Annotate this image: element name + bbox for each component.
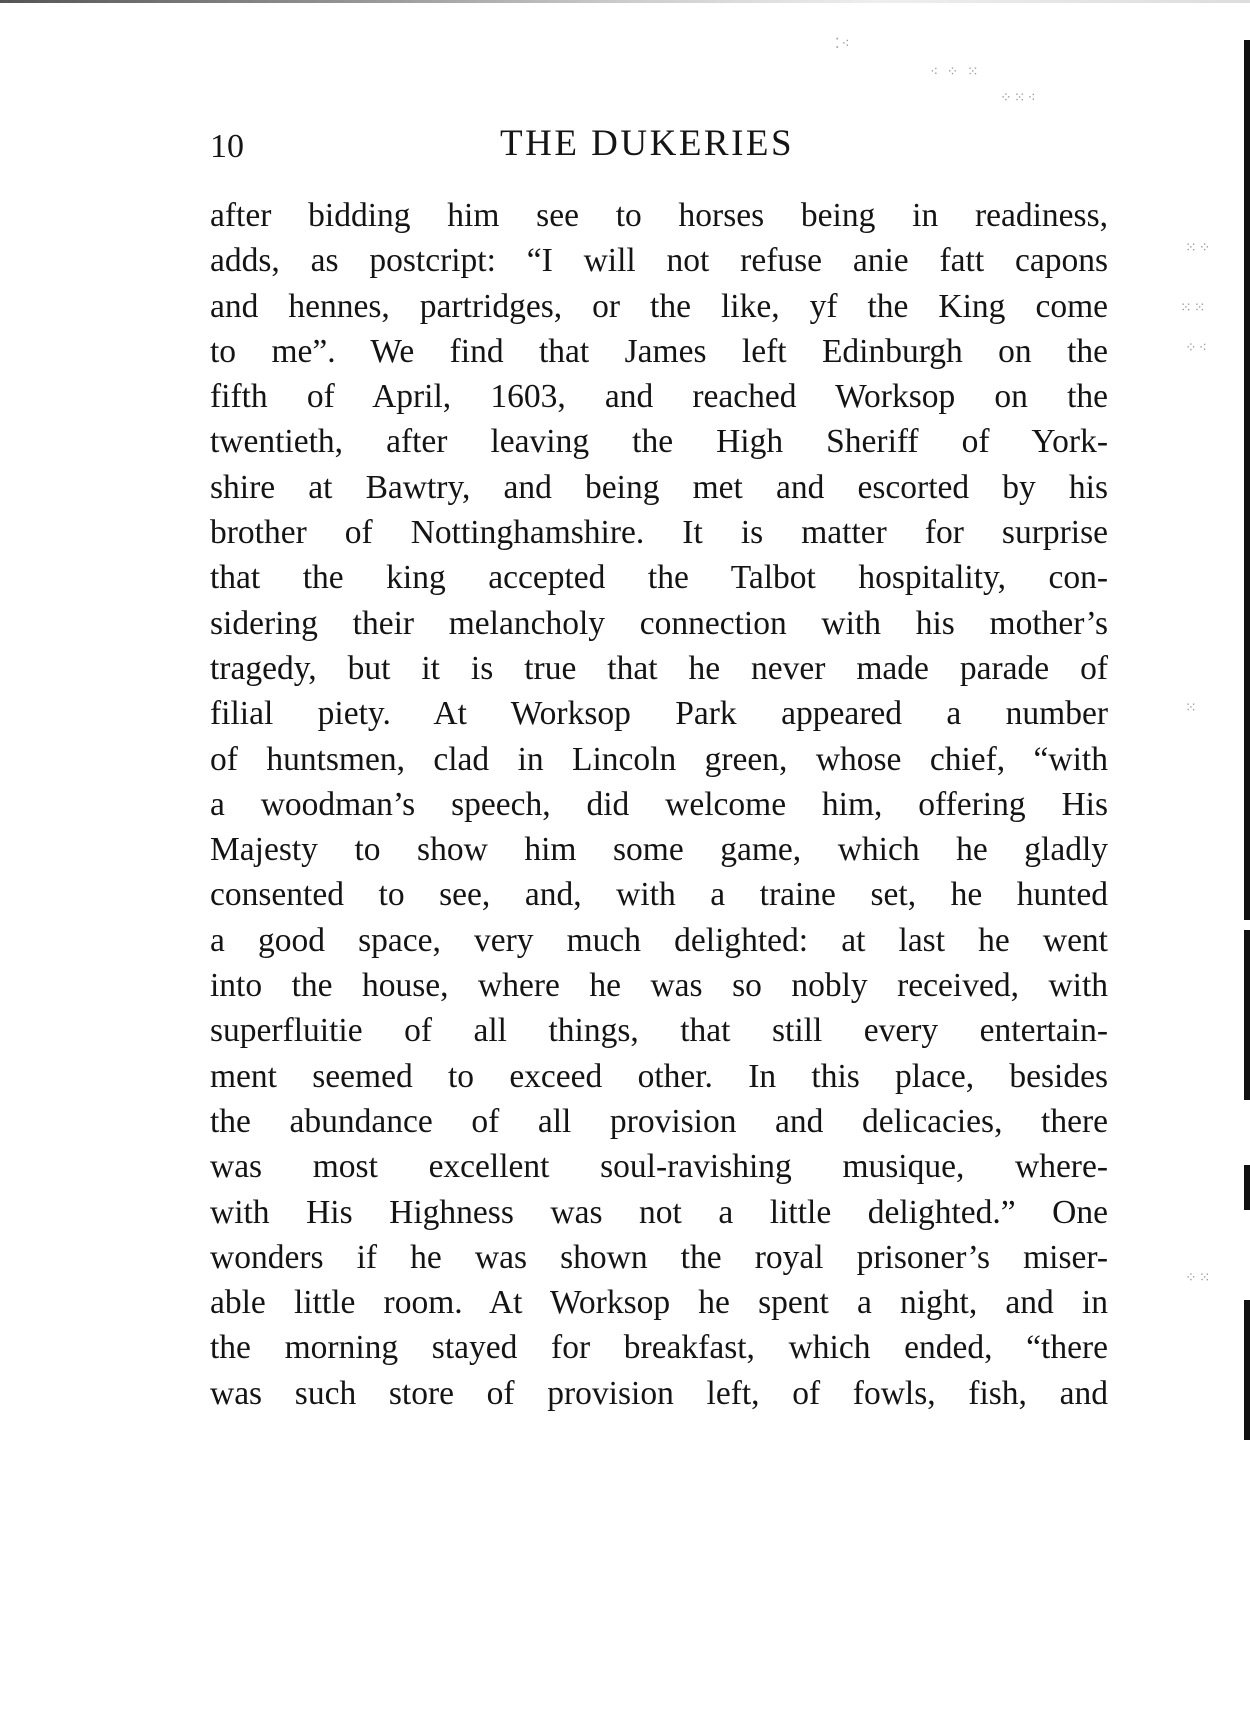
text-line: was such store of provision left, of fowls, fish, and bbox=[210, 1374, 1108, 1412]
text-line: wonders if he was shown the royal prisoner’s miser- bbox=[210, 1238, 1108, 1276]
text-line: a woodman’s speech, did welcome him, offering His bbox=[210, 785, 1108, 823]
text-line: fifth of April, 1603, and reached Worksop on the bbox=[210, 378, 1108, 416]
text-line: brother of Nottinghamshire. It is matter for surprise bbox=[210, 514, 1108, 552]
scan-noise: ⁘⁙⁖ bbox=[1000, 90, 1038, 106]
scan-right-edge bbox=[1244, 1165, 1250, 1210]
text-line: Majesty to show him some game, which he gladly bbox=[210, 831, 1108, 869]
scan-noise: ⁙⁙ bbox=[1180, 300, 1208, 316]
text-line: a good space, very much delighted: at last he went bbox=[210, 921, 1108, 959]
text-line: the abundance of all provision and delicacies, there bbox=[210, 1102, 1108, 1140]
body-text bbox=[210, 193, 1108, 1416]
text-line: of huntsmen, clad in Lincoln green, whose chief, “with bbox=[210, 740, 1108, 778]
text-line: that the king accepted the Talbot hospitality, con- bbox=[210, 559, 1108, 597]
text-line: shire at Bawtry, and being met and escorted by his bbox=[210, 468, 1108, 506]
text-line: the morning stayed for breakfast, which ended, “there bbox=[210, 1329, 1108, 1367]
text-line: sidering their melancholy connection with his mother’s bbox=[210, 604, 1108, 642]
text-line: ment seemed to exceed other. In this place, besides bbox=[210, 1057, 1108, 1095]
scan-noise: ⁘⁖ bbox=[1185, 340, 1209, 356]
scan-noise: ⁙ bbox=[1185, 700, 1199, 716]
scan-noise: ⁙⁘ bbox=[1185, 240, 1213, 256]
scan-noise: ⁖ ⁘ ⁙ bbox=[930, 64, 981, 80]
text-line: superfluitie of all things, that still every entertain- bbox=[210, 1012, 1108, 1050]
scan-right-edge bbox=[1244, 1300, 1250, 1440]
text-line: was most excellent soul-ravishing musique, where- bbox=[210, 1148, 1108, 1186]
text-line: with His Highness was not a little delighted.” One bbox=[210, 1193, 1108, 1231]
text-line: and hennes, partridges, or the like, yf the King come bbox=[210, 287, 1108, 325]
scan-noise: ⁚⁖ bbox=[835, 36, 852, 52]
scan-noise: ⁘⁙ bbox=[1185, 1270, 1213, 1286]
text-line: twentieth, after leaving the High Sheriff of York- bbox=[210, 423, 1108, 461]
page-header bbox=[210, 122, 1110, 172]
text-line: into the house, where he was so nobly received, with bbox=[210, 967, 1108, 1005]
running-title: THE DUKERIES bbox=[500, 123, 795, 164]
scan-right-edge bbox=[1244, 40, 1250, 920]
text-line: after bidding him see to horses being in readiness, bbox=[210, 197, 1108, 234]
scan-right-edge bbox=[1244, 930, 1250, 1100]
text-line: consented to see, and, with a traine set, he hunted bbox=[210, 876, 1108, 914]
text-line: to me”. We find that James left Edinburgh on the bbox=[210, 332, 1108, 370]
text-line: able little room. At Worksop he spent a night, and in bbox=[210, 1284, 1108, 1322]
text-line: filial piety. At Worksop Park appeared a number bbox=[210, 695, 1108, 733]
scan-top-edge bbox=[0, 0, 1250, 3]
page-number: 10 bbox=[210, 128, 244, 165]
text-line: adds, as postcript: “I will not refuse anie fatt capons bbox=[210, 242, 1108, 280]
text-line: tragedy, but it is true that he never made parade of bbox=[210, 649, 1108, 687]
